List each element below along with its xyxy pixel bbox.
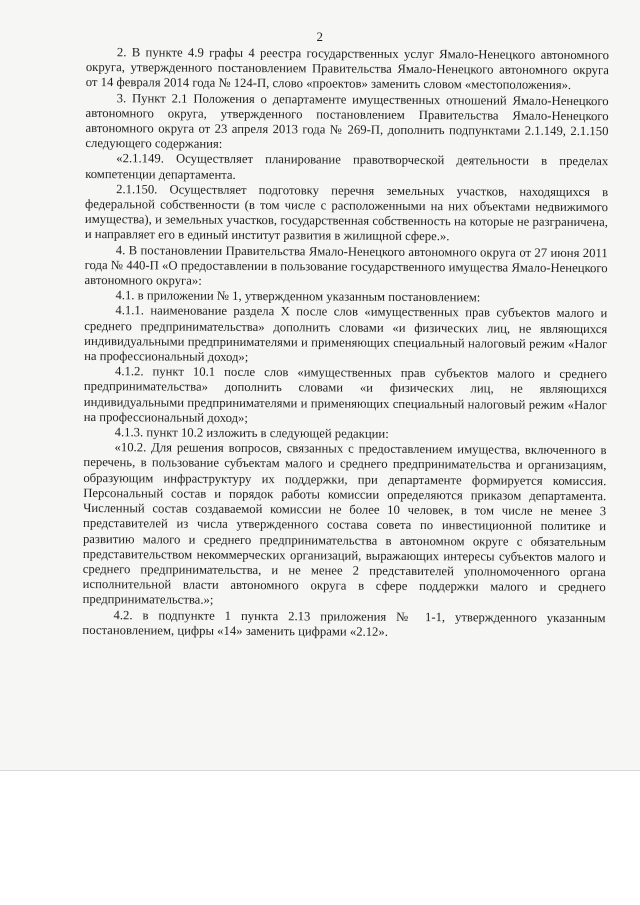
paragraph-2-1-150: 2.1.150. Осуществляет подготовку перечня земельных участков, находящихся в федеральной собственности (в том числе с расположенными на них объектами недвижимого имущества), и земельных участков, государственная собственность на которые не разграничена, и направляет его в единый институт развития в жилищной сфере.».: [84, 182, 609, 244]
paragraph-4-1-3: 4.1.3. пункт 10.2 изложить в следующей редакции:: [114, 425, 389, 441]
paragraph-item-3: 3. Пункт 2.1 Положения о департаменте имущественных отношений Ямало-Ненецкого автономного округа, утвержденного постановлением Правительства Ямало-Ненецкого автономного округа от 23 апреля 2013 года № 269-П, дополнить подпунктами 2.1.149, 2.1.150 следующего содержания:: [85, 90, 609, 152]
paragraph-4-1-2: 4.1.2. пункт 10.1 после слов «имущественных прав субъектов малого и среднего предпринимательства» дополнить словами «и физических лиц, не являющихся индивидуальными предпринимателями и применяющих специальный налоговый режим «Налог на профессиональный доход»;: [83, 364, 608, 425]
paragraph-item-4: 4. В постановлении Правительства Ямало-Ненецкого автономного округа от 27 июня 2011 года № 440-П «О предоставлении в пользование государственного имущества Ямало-Ненецкого автономного округа»:: [84, 242, 608, 288]
paragraph-item-2: 2. В пункте 4.9 графы 4 реестра государственных услуг Ямало-Ненецкого автономного округа, утвержденного постановлением Правительства Ямало-Ненецкого автономного округа от 14 февраля 2014 года № 124-П, слово «проектов» заменить словом «местоположения».: [85, 45, 609, 93]
document-body: [82, 45, 609, 641]
paragraph-10-2: «10.2. Для решения вопросов, связанных с предоставлением имущества, включенного в перечень, в пользование субъектам малого и среднего предпринимательства и организациям, образующим инфраструктуру их поддержки, при департаменте формируется комиссия. Персональный состав и порядок работы комиссии определяются приказом департамента. Численный состав создаваемой комиссии не более 10 человек, в том числе не менее 3 представителей из числа утвержденного состава совета по инвестиционной политике и развитию малого и среднего предпринимательства в автономном округе с обязательным представительством некоммерческих организаций, выражающих интересы субъектов малого и среднего предпринимательства, и не менее 2 представителей уполномоченного органа исполнительной власти автономного округа в сфере поддержки малого и среднего предпринимательства.»;: [82, 440, 607, 608]
page-edge-divider: [0, 770, 640, 771]
paragraph-4-1-1: 4.1.1. наименование раздела X после слов «имущественных прав субъектов малого и среднего предпринимательства» дополнить словами «и физических лиц, не являющихся индивидуальными предпринимателями и применяющих специальный налоговый режим «Налог на профессиональный доход»;: [84, 303, 608, 365]
page-number: 2: [316, 29, 324, 44]
paragraph-4-2: 4.2. в подпункте 1 пункта 2.13 приложения № 1-1, утвержденного указанным постановлением, цифры «14» заменить цифрами «2.12».: [82, 607, 606, 639]
paragraph-2-1-149: «2.1.149. Осуществляет планирование правотворческой деятельности в пределах компетенции департамента.: [85, 151, 609, 182]
paragraph-4-1: 4.1. в приложении № 1, утвержденном указанным постановлением:: [115, 288, 481, 305]
